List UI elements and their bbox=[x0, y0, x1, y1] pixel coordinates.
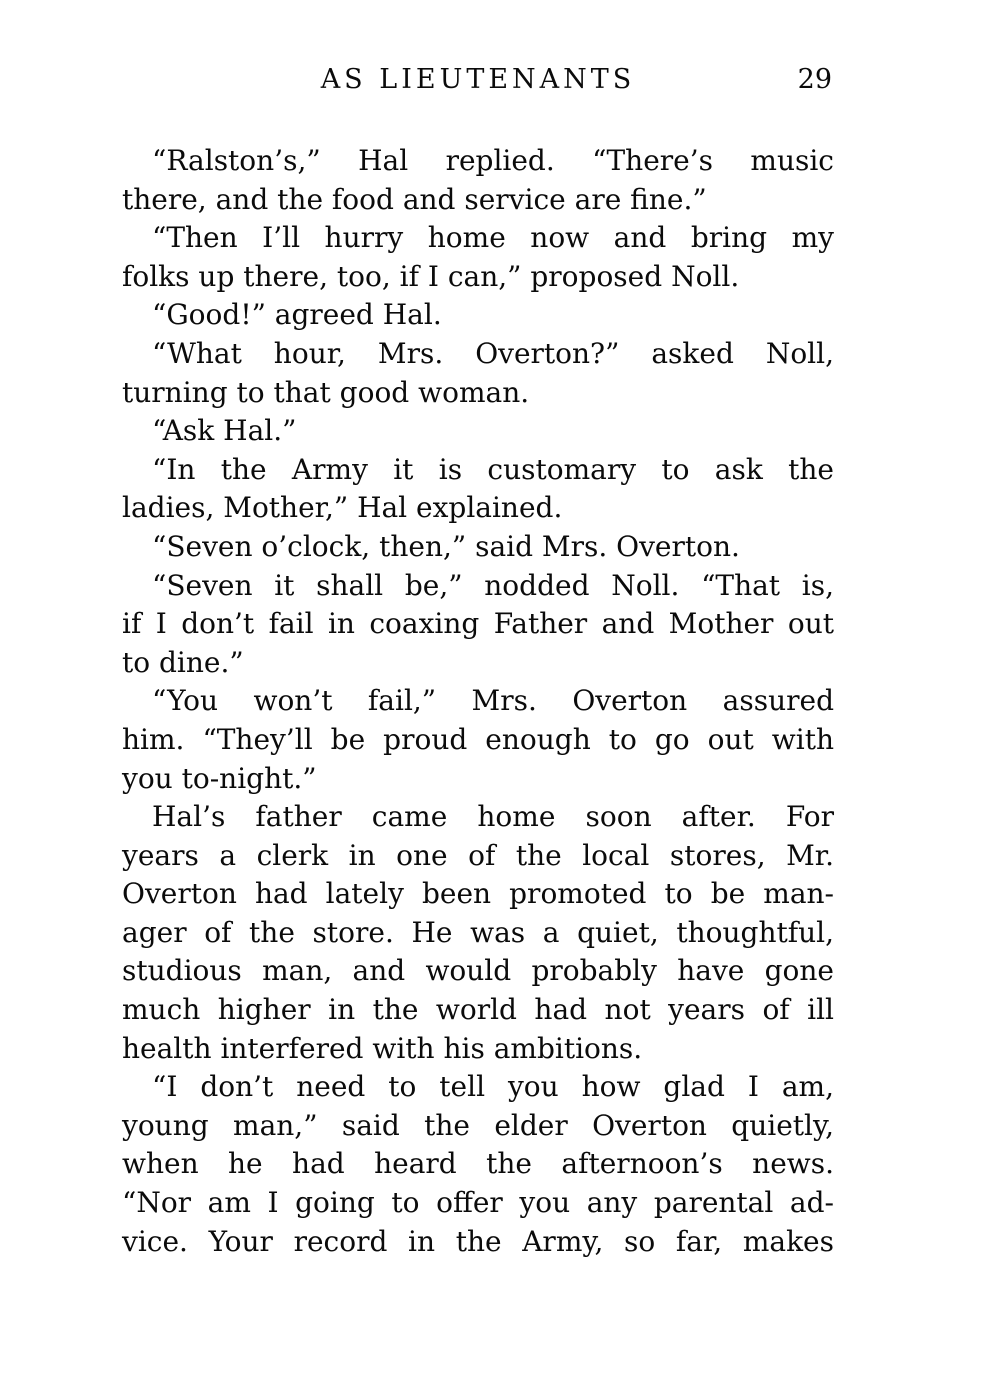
text-line: “Ask Hal.” bbox=[152, 414, 297, 448]
text-line: much higher in the world had not years of ill bbox=[122, 993, 834, 1027]
text-line: ladies, Mother,” Hal explained. bbox=[122, 491, 563, 525]
paragraph bbox=[122, 335, 834, 412]
text-line: “Then I’ll hurry home now and bring my bbox=[152, 221, 834, 255]
text-line: “In the Army it is customary to ask the bbox=[152, 452, 834, 486]
text-line: health interfered with his ambitions. bbox=[122, 1031, 643, 1065]
text-line: there, and the food and service are fine.” bbox=[122, 182, 707, 216]
text-line: if I don’t fail in coaxing Father and Mother out bbox=[122, 607, 834, 641]
text-line: Overton had lately been promoted to be man- bbox=[122, 877, 834, 911]
text-line: vice. Your record in the Army, so far, makes bbox=[122, 1224, 834, 1258]
paragraph bbox=[122, 219, 834, 296]
text-line: when he had heard the afternoon’s news. bbox=[122, 1147, 834, 1181]
page-header bbox=[122, 64, 834, 100]
text-line: “Ralston’s,” Hal replied. “There’s music bbox=[152, 144, 834, 177]
paragraph bbox=[122, 142, 834, 219]
text-line: ager of the store. He was a quiet, thoughtful, bbox=[122, 915, 834, 949]
text-line: him. “They’ll be proud enough to go out with bbox=[122, 722, 834, 756]
text-line: “What hour, Mrs. Overton?” asked Noll, bbox=[152, 336, 834, 370]
text-line: “I don’t need to tell you how glad I am, bbox=[152, 1070, 834, 1104]
text-line: studious man, and would probably have gone bbox=[122, 954, 834, 988]
text-line: “Seven o’clock, then,” said Mrs. Overton. bbox=[152, 529, 740, 563]
paragraph bbox=[122, 798, 834, 1068]
text-line: “Good!” agreed Hal. bbox=[152, 298, 442, 332]
paragraph bbox=[122, 296, 834, 335]
paragraph bbox=[122, 412, 834, 451]
text-line: turning to that good woman. bbox=[122, 375, 530, 409]
text-line: “You won’t fail,” Mrs. Overton assured bbox=[152, 684, 834, 718]
paragraph bbox=[122, 682, 834, 798]
text-line: you to-night.” bbox=[122, 761, 317, 795]
paragraph bbox=[122, 567, 834, 683]
text-line: young man,” said the elder Overton quietly, bbox=[122, 1108, 834, 1142]
paragraph bbox=[122, 528, 834, 567]
text-line: “Seven it shall be,” nodded Noll. “That is, bbox=[152, 568, 834, 602]
text-line: to dine.” bbox=[122, 645, 244, 679]
paragraph bbox=[122, 1068, 834, 1261]
running-head-title: AS LIEUTENANTS bbox=[320, 64, 636, 95]
text-line: years a clerk in one of the local stores, Mr. bbox=[122, 838, 834, 872]
text-line: folks up there, too, if I can,” proposed Noll. bbox=[122, 259, 740, 293]
page-body bbox=[122, 142, 834, 1261]
text-line: Hal’s father came home soon after. For bbox=[152, 800, 834, 834]
paragraph bbox=[122, 451, 834, 528]
text-line: “Nor am I going to offer you any parental ad- bbox=[122, 1186, 834, 1220]
page-number: 29 bbox=[797, 64, 832, 95]
